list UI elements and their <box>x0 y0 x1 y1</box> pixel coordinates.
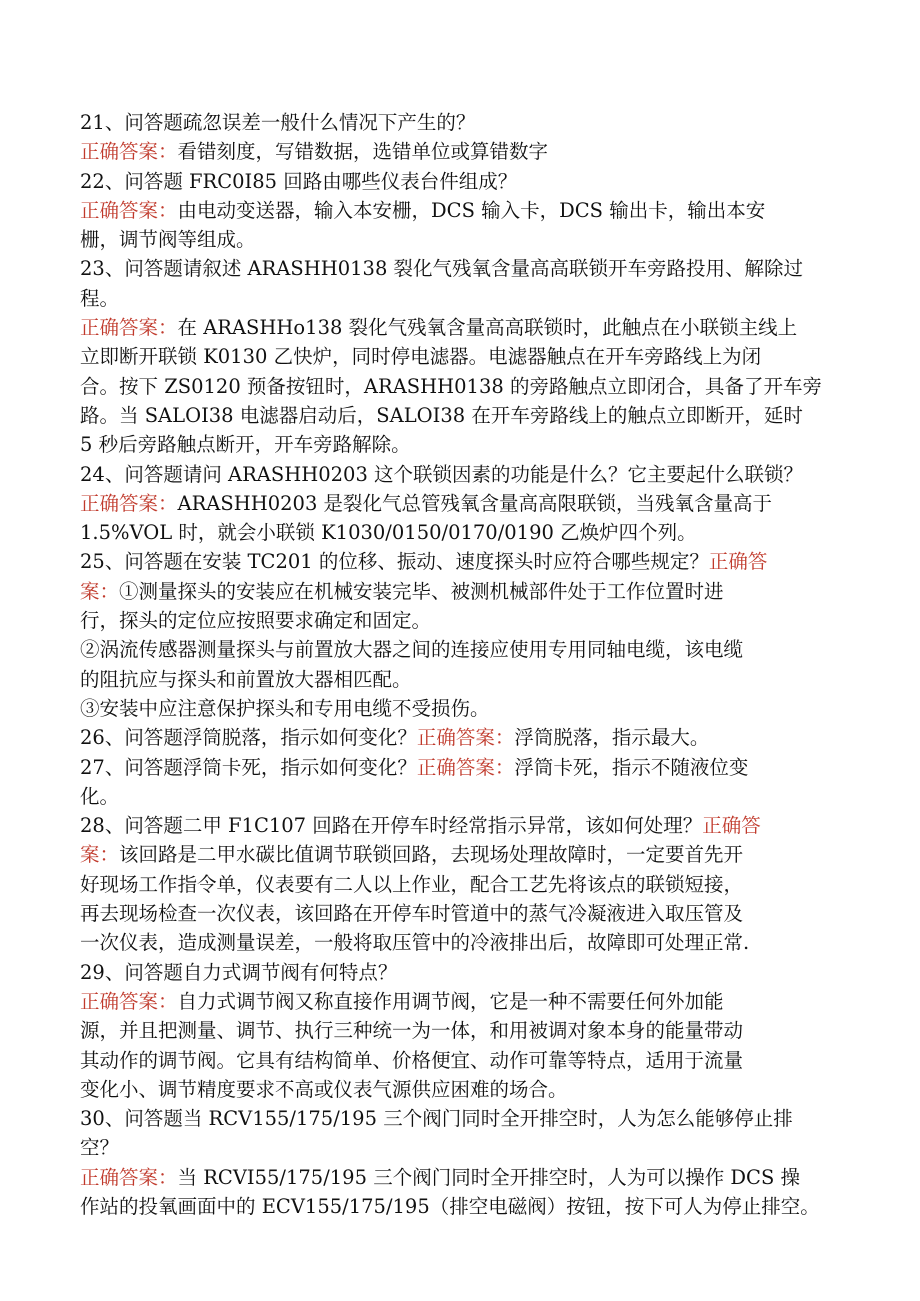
text-line <box>80 753 840 782</box>
text-line <box>80 284 840 313</box>
answer-label: 正确答案： <box>416 726 515 750</box>
text-line <box>80 401 840 430</box>
text-segment: 空？ <box>80 1136 120 1160</box>
answer-label: 正确答案： <box>80 491 178 515</box>
text-segment: ①测量探头的安装应在机械安装完毕、被测机械部件处于工作位置时进 <box>119 579 724 603</box>
text-segment: 变化小、调节精度要求不高或仪表气源供应困难的场合。 <box>80 1077 568 1101</box>
text-segment: 1.5%VOL 时，就会小联锁 K1030/0150/0170/0190 乙焕炉四个列。 <box>80 521 697 545</box>
text-line <box>80 987 840 1016</box>
answer-label: 正确答案： <box>80 1165 178 1189</box>
text-segment: 路。当 SALOI38 电滤器启动后，SALOI38 在开车旁路线上的触点立即断开，延时 <box>80 403 803 427</box>
text-line <box>80 899 840 928</box>
text-line <box>80 1075 840 1104</box>
text-segment: 再去现场检查一次仪表，该回路在开停车时管道中的蒸气冷凝液进入取压管及 <box>80 902 744 926</box>
text-segment: 由电动变送器，输入本安栅，DCS 输入卡，DCS 输出卡，输出本安 <box>177 198 766 222</box>
text-line <box>80 518 840 547</box>
text-line <box>80 958 840 987</box>
text-segment: 自力式调节阀又称直接作用调节阀，它是一种不需要任何外加能 <box>177 989 724 1013</box>
text-line <box>80 430 840 459</box>
text-line <box>80 811 840 840</box>
text-line <box>80 137 840 166</box>
answer-label: 案： <box>80 843 120 867</box>
answer-label: 正确答 <box>708 550 768 574</box>
text-line <box>80 694 840 723</box>
text-segment: 其动作的调节阀。它具有结构简单、价格便宜、动作可靠等特点，适用于流量 <box>80 1048 744 1072</box>
text-segment: 化。 <box>80 784 120 808</box>
text-segment: 行，探头的定位应按照要求确定和固定。 <box>80 609 432 633</box>
text-line <box>80 928 840 957</box>
text-segment: 的阻抗应与探头和前置放大器相匹配。 <box>80 667 412 691</box>
answer-label: 正确答 <box>702 814 761 838</box>
text-line <box>80 342 840 371</box>
text-segment: 程。 <box>80 286 120 310</box>
text-segment: 好现场工作指令单，仪表要有二人以上作业，配合工艺先将该点的联锁短接， <box>80 872 744 896</box>
text-line <box>80 577 840 606</box>
answer-label: 正确答案： <box>80 140 178 164</box>
answer-label: 案： <box>80 579 120 603</box>
text-segment: 25、问答题在安装 TC201 的位移、振动、速度探头时应符合哪些规定？ <box>80 550 709 574</box>
text-line <box>80 606 840 635</box>
text-line <box>80 460 840 489</box>
text-segment: 28、问答题二甲 F1C107 回路在开停车时经常指示异常，该如何处理？ <box>80 814 703 838</box>
text-segment: ③安装中应注意保护探头和专用电缆不受损伤。 <box>80 696 490 720</box>
text-segment: 23、问答题请叙述 ARASHH0138 裂化气残氧含量高高联锁开车旁路投用、解除过 <box>80 257 804 281</box>
text-line <box>80 1192 840 1221</box>
document-body <box>80 108 840 1221</box>
text-line <box>80 489 840 518</box>
text-line <box>80 840 840 869</box>
text-segment: 看错刻度，写错数据，选错单位或算错数字 <box>177 140 549 164</box>
text-line <box>80 1046 840 1075</box>
text-line <box>80 782 840 811</box>
text-segment: 该回路是二甲水碳比值调节联锁回路，去现场处理故障时，一定要首先开 <box>119 843 744 867</box>
answer-label: 正确答案： <box>80 198 178 222</box>
text-segment: 27、问答题浮筒卡死，指示如何变化？ <box>80 755 417 779</box>
text-segment: ②涡流传感器测量探头与前置放大器之间的连接应使用专用同轴电缆，该电缆 <box>80 638 744 662</box>
text-line <box>80 635 840 664</box>
text-segment: 24、问答题请问 ARASHH0203 这个联锁因素的功能是什么？它主要起什么联锁？ <box>80 462 804 486</box>
text-line <box>80 313 840 342</box>
text-segment: 26、问答题浮筒脱落，指示如何变化？ <box>80 726 417 750</box>
answer-label: 正确答案： <box>80 316 178 340</box>
text-segment: 22、问答题 FRC0I85 回路由哪些仪表台件组成？ <box>80 169 518 193</box>
text-segment: 在 ARASHHo138 裂化气残氧含量高高联锁时，此触点在小联锁主线上 <box>177 316 798 340</box>
text-line <box>80 1163 840 1192</box>
text-segment: 浮筒脱落，指示最大。 <box>514 726 710 750</box>
text-line <box>80 1133 840 1162</box>
text-segment: 源，并且把测量、调节、执行三种统一为一体，和用被调对象本身的能量带动 <box>80 1019 744 1043</box>
text-line <box>80 723 840 752</box>
text-line <box>80 196 840 225</box>
text-line <box>80 1016 840 1045</box>
text-segment: 栅，调节阀等组成。 <box>80 228 256 252</box>
text-line <box>80 108 840 137</box>
text-segment: ARASHH0203 是裂化气总管残氧含量高高限联锁，当残氧含量高于 <box>177 491 773 515</box>
text-line <box>80 870 840 899</box>
text-line <box>80 1104 840 1133</box>
text-segment: 合。按下 ZS0120 预备按钮时，ARASHH0138 的旁路触点立即闭合，具备了开车旁 <box>80 374 822 398</box>
answer-label: 正确答案： <box>80 989 178 1013</box>
text-segment: 21、问答题疏忽误差一般什么情况下产生的？ <box>80 111 476 134</box>
text-segment: 29、问答题自力式调节阀有何特点？ <box>80 960 398 984</box>
text-line <box>80 254 840 283</box>
text-segment: 一次仪表，造成测量误差，一般将取压管中的冷液排出后，故障即可处理正常. <box>80 931 750 955</box>
text-segment: 当 RCVI55/175/195 三个阀门同时全开排空时，人为可以操作 DCS 操 <box>177 1165 801 1189</box>
text-line <box>80 372 840 401</box>
text-segment: 30、问答题当 RCV155/175/195 三个阀门同时全开排空时，人为怎么能够停止排 <box>80 1107 793 1131</box>
text-segment: 作站的投氧画面中的 ECV155/175/195（排空电磁阀）按钮，按下可人为停止排空。 <box>80 1194 820 1218</box>
answer-label: 正确答案： <box>416 755 515 779</box>
text-segment: 浮筒卡死，指示不随液位变 <box>514 755 749 779</box>
text-line <box>80 665 840 694</box>
text-line <box>80 225 840 254</box>
text-line <box>80 167 840 196</box>
text-segment: 5 秒后旁路触点断开，开车旁路解除。 <box>80 433 411 457</box>
text-line <box>80 547 840 576</box>
text-segment: 立即断开联锁 K0130 乙快炉，同时停电滤器。电滤器触点在开车旁路线上为闭 <box>80 345 762 369</box>
